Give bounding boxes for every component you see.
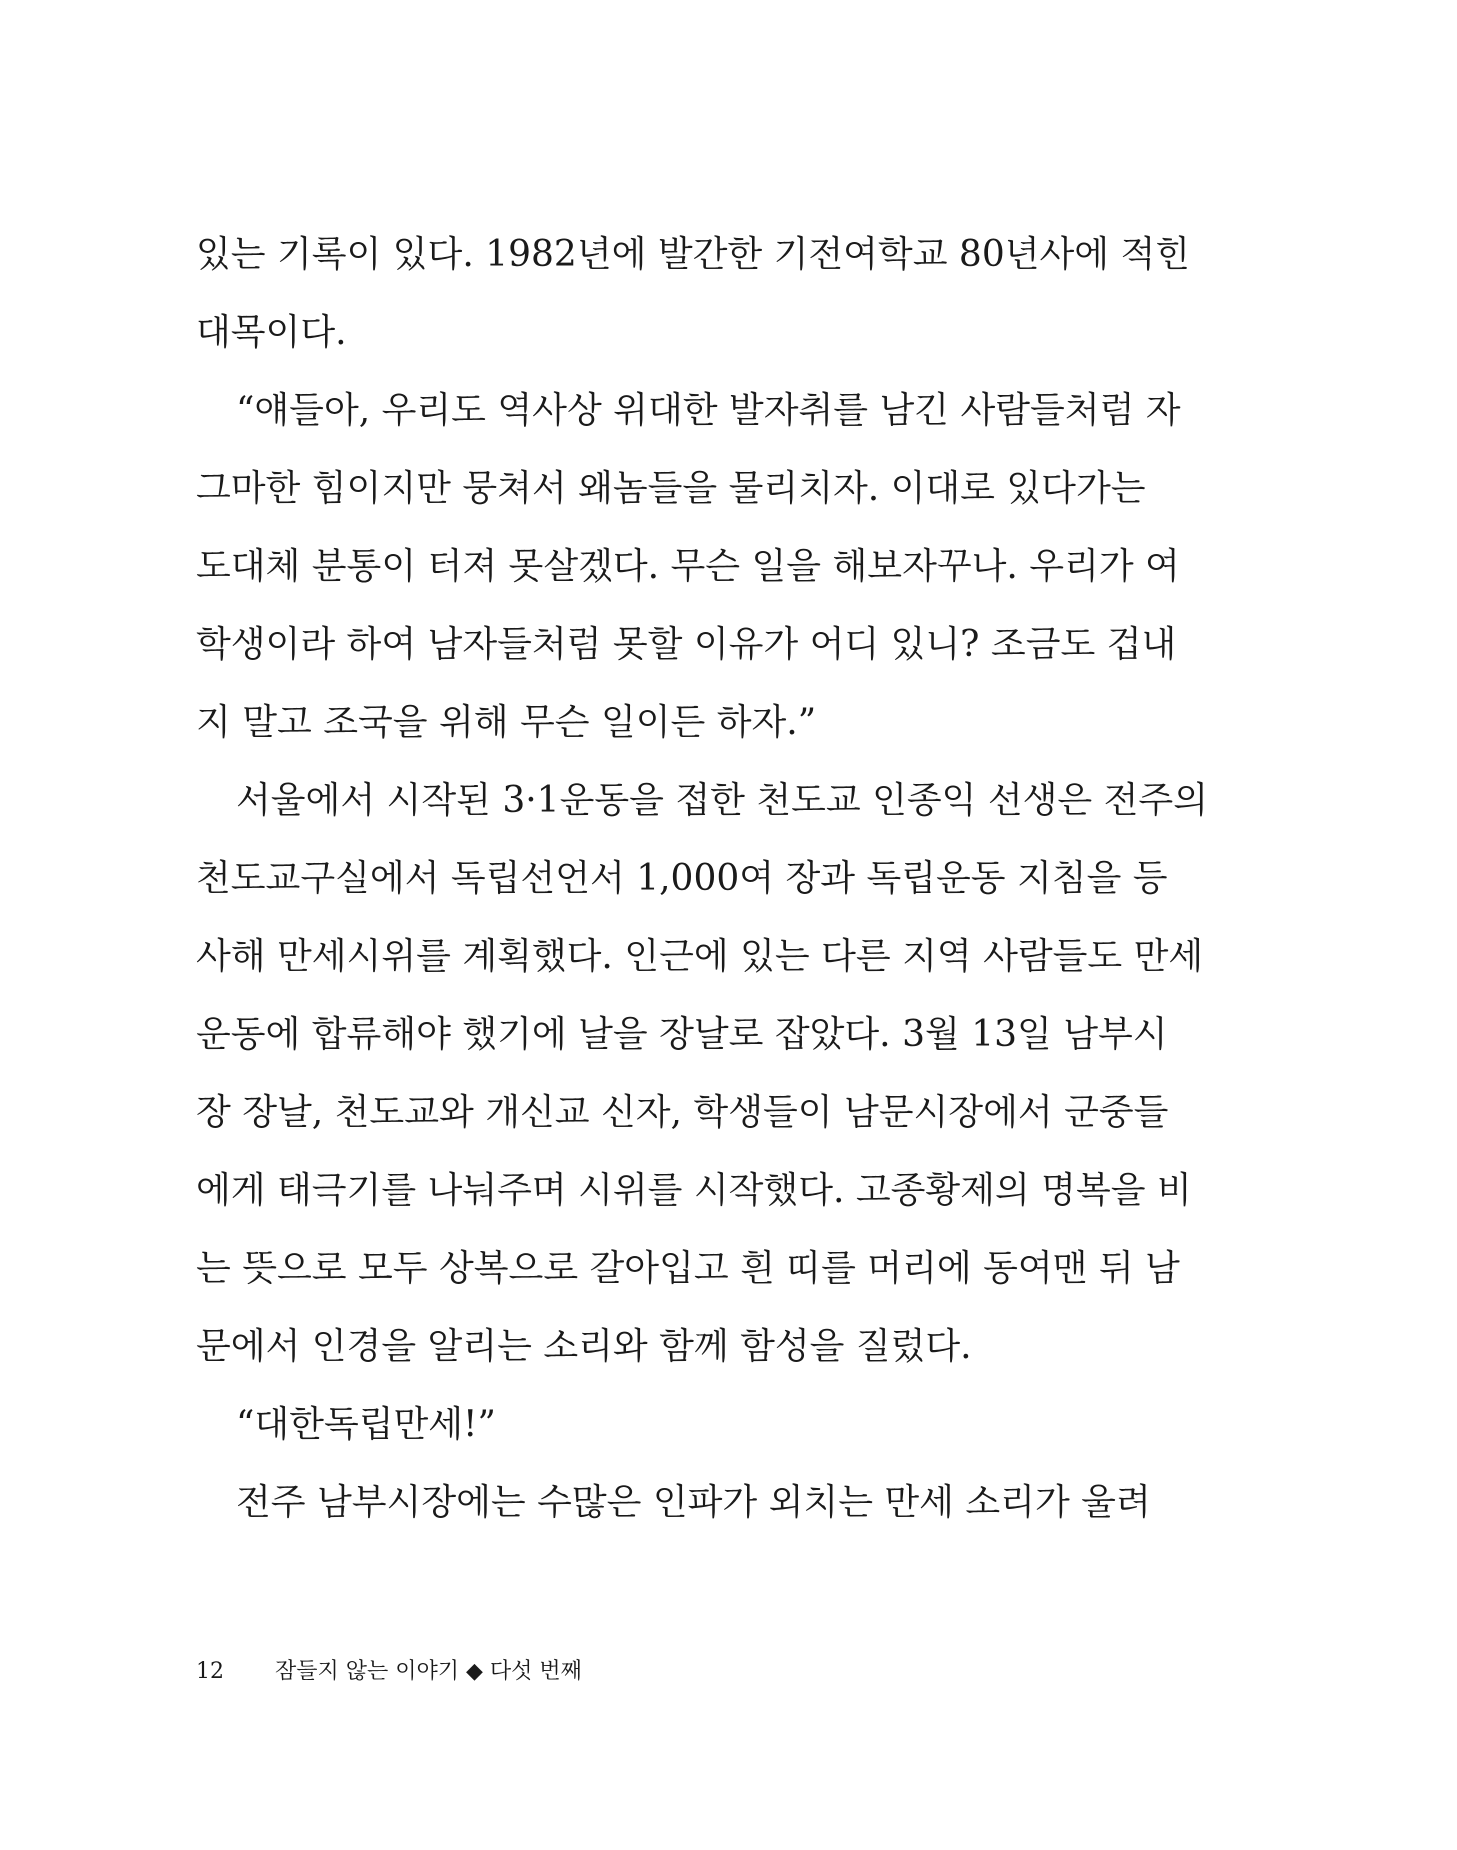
running-title: 잠들지 않는 이야기 ◆ 다섯 번째 xyxy=(275,1659,582,1684)
page-number: 12 xyxy=(196,1659,224,1684)
text-line: 지 말고 조국을 위해 무슨 일이든 하자.” xyxy=(196,702,817,743)
text-line: 있는 기록이 있다. 1982년에 발간한 기전여학교 80년사에 적힌 xyxy=(196,234,1191,275)
text-line: 서울에서 시작된 3·1운동을 접한 천도교 인종익 선생은 전주의 xyxy=(236,780,1208,821)
page-footer xyxy=(196,1652,582,1692)
text-line: 학생이라 하여 남자들처럼 못할 이유가 어디 있니? 조금도 겁내 xyxy=(196,624,1177,665)
text-line: 에게 태극기를 나눠주며 시위를 시작했다. 고종황제의 명복을 비 xyxy=(196,1170,1192,1211)
text-line: 장 장날, 천도교와 개신교 신자, 학생들이 남문시장에서 군중들 xyxy=(196,1092,1169,1133)
text-line: 대목이다. xyxy=(196,312,347,353)
text-line: “얘들아, 우리도 역사상 위대한 발자취를 남긴 사람들처럼 자 xyxy=(236,390,1181,431)
text-line: “대한독립만세!” xyxy=(236,1404,496,1445)
text-line: 사해 만세시위를 계획했다. 인근에 있는 다른 지역 사람들도 만세 xyxy=(196,936,1204,977)
body-text xyxy=(196,216,1208,1542)
text-line: 는 뜻으로 모두 상복으로 갈아입고 흰 띠를 머리에 동여맨 뒤 남 xyxy=(196,1248,1180,1289)
text-line: 천도교구실에서 독립선언서 1,000여 장과 독립운동 지침을 등 xyxy=(196,858,1168,899)
text-line: 도대체 분통이 터져 못살겠다. 무슨 일을 해보자꾸나. 우리가 여 xyxy=(196,546,1180,587)
text-line: 운동에 합류해야 했기에 날을 장날로 잡았다. 3월 13일 남부시 xyxy=(196,1014,1168,1055)
text-line: 전주 남부시장에는 수많은 인파가 외치는 만세 소리가 울려 xyxy=(236,1482,1151,1523)
text-line: 문에서 인경을 알리는 소리와 함께 함성을 질렀다. xyxy=(196,1326,972,1367)
text-line: 그마한 힘이지만 뭉쳐서 왜놈들을 물리치자. 이대로 있다가는 xyxy=(196,468,1146,509)
